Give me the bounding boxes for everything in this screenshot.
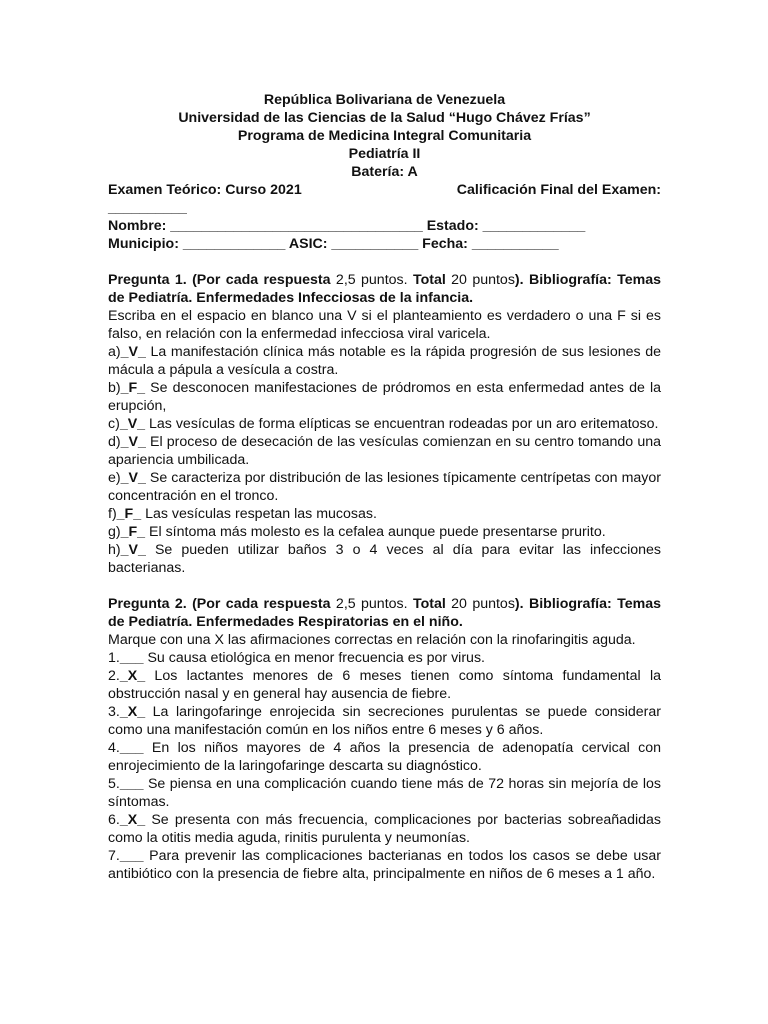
question-item [108, 811, 661, 847]
item-prefix: 4. [108, 740, 120, 756]
item-prefix: 1. [108, 650, 120, 666]
header-program: Programa de Medicina Integral Comunitaria [237, 128, 532, 144]
question-1-instruction: Escriba en el espacio en blanco una V si el planteamiento es verdadero o una F si es falso, en relación con la enfermedad infecciosa viral varicela. [108, 308, 661, 342]
question-item [108, 667, 661, 703]
question-item [108, 469, 661, 505]
question-item [108, 523, 661, 541]
grade-blank: __________ [108, 200, 187, 216]
question-item [108, 739, 661, 775]
item-text: La manifestación clínica más notable es la rápida progresión de sus lesiones de mácula a pápula a vesícula a costra. [108, 344, 661, 378]
item-answer: ___ [119, 848, 144, 864]
municipio-asic-date-line: Municipio: _____________ ASIC: ___________ Fecha: ___________ [108, 236, 559, 252]
question-2-items [108, 649, 661, 883]
item-prefix: e) [108, 470, 121, 486]
item-answer: _F_ [116, 506, 142, 522]
header-course: Pediatría II [348, 146, 421, 162]
item-prefix: 5. [108, 776, 120, 792]
exam-info-row [108, 181, 661, 199]
item-answer: _V_ [120, 434, 146, 450]
item-text: Para prevenir las complicaciones bacterianas en todos los casos se debe usar antibiótico con la presencia de fiebre alta, principalmente en niños de 6 meses a 1 año. [108, 848, 661, 882]
question-item [108, 415, 661, 433]
item-prefix: 3. [108, 704, 120, 720]
item-answer: _F_ [120, 524, 146, 540]
item-answer: _V_ [120, 470, 146, 486]
item-answer: ___ [119, 776, 144, 792]
item-prefix: g) [108, 524, 121, 540]
item-prefix: c) [108, 416, 120, 432]
item-answer: _V_ [119, 416, 146, 432]
question-item [108, 847, 661, 883]
item-text: Las vesículas respetan las mucosas. [141, 506, 377, 522]
item-answer: _F_ [120, 380, 146, 396]
question-item [108, 541, 661, 577]
item-answer: _X_ [119, 668, 146, 684]
question-item [108, 649, 661, 667]
name-state-line: Nombre: ________________________________ Estado: _____________ [108, 218, 586, 234]
item-text: El síntoma más molesto es la cefalea aunque puede presentarse prurito. [145, 524, 606, 540]
item-answer: _X_ [119, 704, 146, 720]
document-body [108, 91, 661, 883]
item-text: Se pueden utilizar baños 3 o 4 veces al día para evitar las infecciones bacterianas. [108, 542, 661, 576]
item-text: Su causa etiológica en menor frecuencia es por virus. [143, 650, 485, 666]
header-country: República Bolivariana de Venezuela [263, 92, 506, 108]
question-2-instruction: Marque con una X las afirmaciones correctas en relación con la rinofaringitis aguda. [108, 632, 636, 648]
item-prefix: h) [108, 542, 121, 558]
question-item [108, 379, 661, 415]
item-answer: ___ [119, 740, 144, 756]
exam-label: Examen Teórico: Curso 2021 [108, 182, 302, 198]
item-prefix: b) [108, 380, 121, 396]
grade-label: Calificación Final del Examen: [456, 182, 661, 198]
item-answer: _V_ [120, 344, 146, 360]
question-1-title: Pregunta 1. (Por cada respuesta 2,5 puntos. Total 20 puntos). Bibliografía: Temas de Pediatría. Enfermedades Infecciosas de la infancia. [108, 272, 661, 306]
item-text: El proceso de desecación de las vesículas comienzan en su centro tomando una apariencia umbilicada. [108, 434, 661, 468]
question-item [108, 343, 661, 379]
question-item [108, 775, 661, 811]
item-text: En los niños mayores de 4 años la presencia de adenopatía cervical con enrojecimiento de la laringofaringe descarta su diagnóstico. [108, 740, 661, 774]
question-1-items [108, 343, 661, 577]
item-answer: ___ [119, 650, 144, 666]
item-prefix: d) [108, 434, 121, 450]
item-text: La laringofaringe enrojecida sin secreciones purulentas se puede considerar como una manifestación común en los niños entre 6 meses y 6 años. [108, 704, 661, 738]
item-prefix: 2. [108, 668, 120, 684]
item-prefix: a) [108, 344, 121, 360]
item-text: Se presenta con más frecuencia, complicaciones por bacterias sobreañadidas como la otitis media aguda, rinitis purulenta y neumonías. [108, 812, 661, 846]
question-item [108, 703, 661, 739]
header-university: Universidad de las Ciencias de la Salud “Hugo Chávez Frías” [178, 110, 591, 126]
question-item [108, 505, 661, 523]
item-text: Se piensa en una complicación cuando tiene más de 72 horas sin mejoría de los síntomas. [108, 776, 661, 810]
question-2-title: Pregunta 2. (Por cada respuesta 2,5 puntos. Total 20 puntos). Bibliografía: Temas de Pediatría. Enfermedades Respiratorias en el niño. [108, 596, 661, 630]
header-battery: Batería: A [351, 164, 418, 180]
item-answer: _X_ [119, 812, 146, 828]
item-prefix: 6. [108, 812, 120, 828]
item-text: Se caracteriza por distribución de las lesiones típicamente centrípetas con mayor concentración en el tronco. [108, 470, 661, 504]
question-item [108, 433, 661, 469]
item-text: Las vesículas de forma elípticas se encuentran rodeadas por un aro eritematoso. [145, 416, 659, 432]
item-prefix: 7. [108, 848, 120, 864]
item-text: Los lactantes menores de 6 meses tienen como síntoma fundamental la obstrucción nasal y en general hay ausencia de fiebre. [108, 668, 661, 702]
item-answer: _V_ [120, 542, 146, 558]
item-prefix: f) [108, 506, 117, 522]
item-text: Se desconocen manifestaciones de pródromos en esta enfermedad antes de la erupción, [108, 380, 661, 414]
